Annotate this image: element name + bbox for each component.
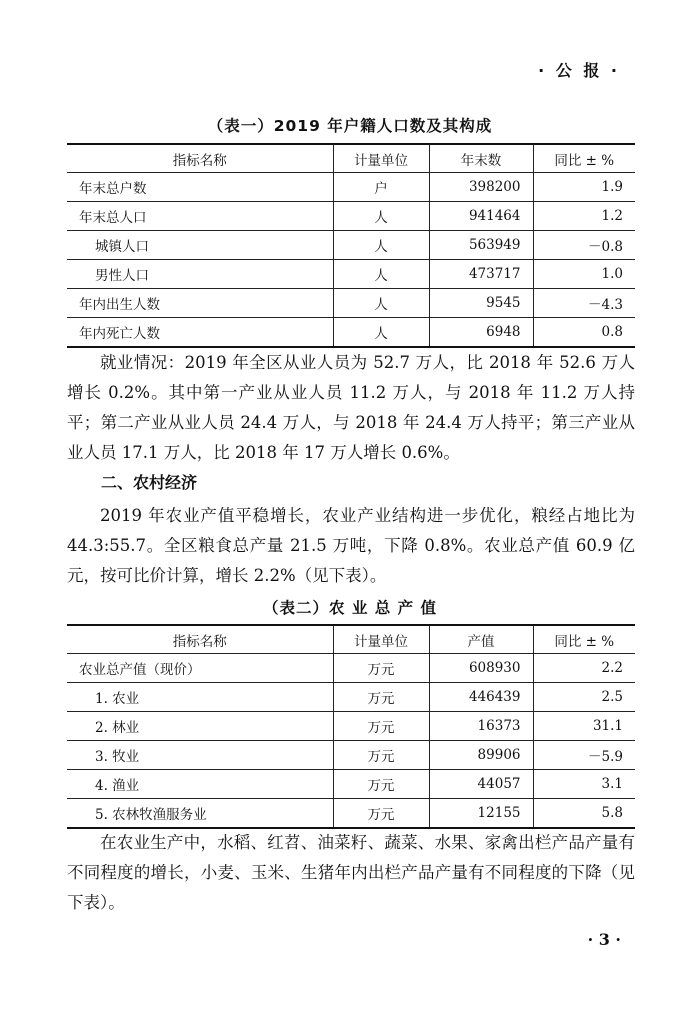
table-row xyxy=(67,289,635,318)
page-number: · 3 · xyxy=(587,930,621,949)
unit-cell: 人 xyxy=(333,231,429,260)
unit-cell: 人 xyxy=(333,202,429,231)
value-cell: 6948 xyxy=(429,318,533,348)
table-row xyxy=(67,173,635,202)
table-header-row xyxy=(67,144,635,173)
change-cell: 3.1 xyxy=(533,770,635,799)
unit-cell: 万元 xyxy=(333,654,429,683)
table-row xyxy=(67,654,635,683)
table-row xyxy=(67,231,635,260)
change-cell: 0.8 xyxy=(533,318,635,348)
indicator-name: 农业总产值（现价） xyxy=(67,654,333,683)
table2-title: （表二）农 业 总 产 值 xyxy=(262,599,438,617)
change-cell: －0.8 xyxy=(533,231,635,260)
column-header-indicator: 指标名称 xyxy=(67,625,333,654)
table2-agricultural-output xyxy=(67,624,635,829)
unit-cell: 万元 xyxy=(333,770,429,799)
table-row xyxy=(67,318,635,348)
table-row xyxy=(67,770,635,799)
unit-cell: 户 xyxy=(333,173,429,202)
employment-paragraph: 就业情况：2019 年全区从业人员为 52.7 万人，比 2018 年 52.6 万人增长 0.2%。其中第一产业从业人员 11.2 万人，与 2018 年 11.2 万人持平；第二产业从业人员 24.4 万人，与 2018 年 24.4 万人持平；第三产业从业人员 17.1 万人，比 2018 年 17 万人增长 0.6%。 xyxy=(67,353,635,462)
change-cell: 5.8 xyxy=(533,799,635,829)
table-row xyxy=(67,260,635,289)
value-cell: 44057 xyxy=(429,770,533,799)
unit-cell: 万元 xyxy=(333,799,429,829)
indicator-name: 5. 农林牧渔服务业 xyxy=(67,799,333,829)
value-cell: 941464 xyxy=(429,202,533,231)
indicator-name: 3. 牧业 xyxy=(67,741,333,770)
indicator-name: 年内出生人数 xyxy=(67,289,333,318)
change-cell: 2.5 xyxy=(533,683,635,712)
production-paragraph: 在农业生产中，水稻、红苕、油菜籽、蔬菜、水果、家禽出栏产品产量有不同程度的增长，小麦、玉米、生猪年内出栏产品产量有不同程度的下降（见下表）。 xyxy=(67,833,635,912)
change-cell: －5.9 xyxy=(533,741,635,770)
value-cell: 473717 xyxy=(429,260,533,289)
table-row xyxy=(67,712,635,741)
indicator-name: 4. 渔业 xyxy=(67,770,333,799)
indicator-name: 1. 农业 xyxy=(67,683,333,712)
table-row xyxy=(67,799,635,829)
table-header-row xyxy=(67,625,635,654)
column-header-value: 年末数 xyxy=(429,144,533,173)
change-cell: 1.9 xyxy=(533,173,635,202)
column-header-change: 同比 ± % xyxy=(533,144,635,173)
value-cell: 12155 xyxy=(429,799,533,829)
table1-population xyxy=(67,143,635,348)
indicator-name: 男性人口 xyxy=(67,260,333,289)
column-header-value: 产值 xyxy=(429,625,533,654)
change-cell: 2.2 xyxy=(533,654,635,683)
indicator-name: 城镇人口 xyxy=(67,231,333,260)
indicator-name: 年末总户数 xyxy=(67,173,333,202)
indicator-name: 2. 林业 xyxy=(67,712,333,741)
table-row xyxy=(67,202,635,231)
unit-cell: 万元 xyxy=(333,741,429,770)
column-header-unit: 计量单位 xyxy=(333,625,429,654)
table-row xyxy=(67,683,635,712)
change-cell: －4.3 xyxy=(533,289,635,318)
agriculture-paragraph: 2019 年农业产值平稳增长，农业产业结构进一步优化，粮经占地比为 44.3:55.7。全区粮食总产量 21.5 万吨，下降 0.8%。农业总产值 60.9 亿元，按可比价计算，增长 2.2%（见下表）。 xyxy=(67,506,635,585)
value-cell: 9545 xyxy=(429,289,533,318)
bulletin-header-mark: · 公 报 · xyxy=(538,61,620,80)
column-header-unit: 计量单位 xyxy=(333,144,429,173)
unit-cell: 万元 xyxy=(333,683,429,712)
indicator-name: 年末总人口 xyxy=(67,202,333,231)
table-row xyxy=(67,741,635,770)
unit-cell: 万元 xyxy=(333,712,429,741)
value-cell: 446439 xyxy=(429,683,533,712)
value-cell: 398200 xyxy=(429,173,533,202)
change-cell: 31.1 xyxy=(533,712,635,741)
change-cell: 1.2 xyxy=(533,202,635,231)
value-cell: 563949 xyxy=(429,231,533,260)
value-cell: 608930 xyxy=(429,654,533,683)
value-cell: 16373 xyxy=(429,712,533,741)
column-header-indicator: 指标名称 xyxy=(67,144,333,173)
section-heading-rural-economy: 二、农村经济 xyxy=(101,473,198,492)
unit-cell: 人 xyxy=(333,289,429,318)
value-cell: 89906 xyxy=(429,741,533,770)
indicator-name: 年内死亡人数 xyxy=(67,318,333,348)
column-header-change: 同比 ± % xyxy=(533,625,635,654)
unit-cell: 人 xyxy=(333,260,429,289)
unit-cell: 人 xyxy=(333,318,429,348)
table1-title: （表一）2019 年户籍人口数及其构成 xyxy=(207,117,493,135)
change-cell: 1.0 xyxy=(533,260,635,289)
